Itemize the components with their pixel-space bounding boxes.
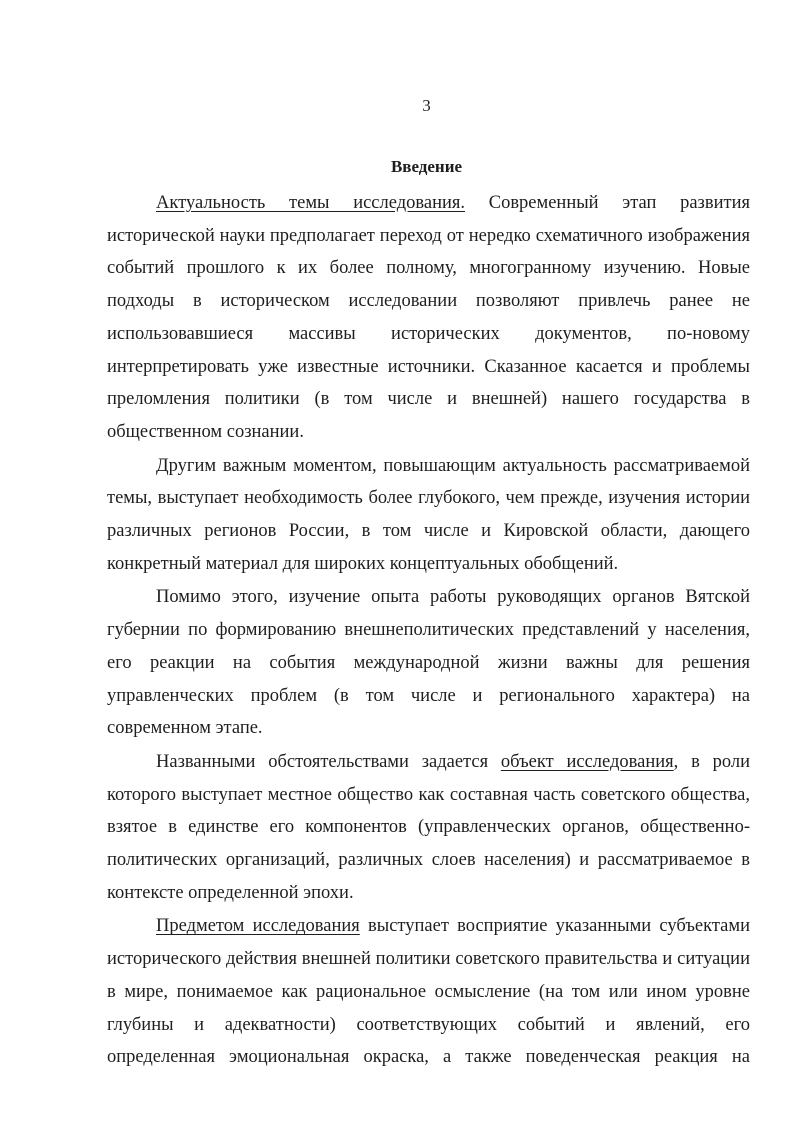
research-object-term: объект исследования [500, 751, 674, 772]
paragraph-relevance [107, 187, 750, 449]
paragraph-research-object [107, 746, 750, 910]
page-number: 3 [422, 96, 431, 115]
page-title: Введение [390, 157, 463, 176]
research-object-after: , в роли которого выступает местное общество как составная часть советского общества, взятое в единстве его компонентов (управленческих органов, общественно-политических организаций, различных слоев населения) и рассматриваемое в контексте определенной эпохи. [107, 751, 750, 903]
paragraph-regional-history: Другим важным моментом, повышающим актуальность рассматриваемой темы, выступает необходимость более глубокого, чем прежде, изучения истории различных регионов России, в том числе и Кировской области, дающего конкретный материал для широких концептуальных обобщений. [107, 455, 750, 574]
document-body [107, 187, 750, 1074]
paragraph-management-experience: Помимо этого, изучение опыта работы руководящих органов Вятской губернии по формированию внешнеполитических представлений у населения, его реакции на события международной жизни важны для решения управленческих проблем (в том числе и регионального характера) на современном этапе. [107, 587, 750, 739]
paragraph-research-subject [107, 910, 750, 1074]
relevance-text: Современный этап развития исторической науки предполагает переход от нередко схематичного изображения событий прошлого к их более полному, многогранному изучению. Новые подходы в историческом исследовании позволяют привлечь ранее не использовавшиеся массивы исторических документов, по-новому интерпретировать уже известные источники. Сказанное касается и проблемы преломления политики (в том числе и внешней) нашего государства в общественном сознании. [107, 193, 750, 442]
research-subject-heading: Предметом исследования [156, 916, 360, 937]
research-object-before: Названными обстоятельствами задается [156, 751, 501, 772]
research-subject-text: выступает восприятие указанными субъектами исторического действия внешней политики советского правительства и ситуации в мире, понимаемое как рациональное осмысление (на том или ином уровне глубины и адекватности) соответствующих событий и явлений, его определенная эмоциональная окраска, а также поведенческая реакция на [107, 916, 750, 1068]
relevance-heading: Актуальность темы исследования. [156, 193, 466, 213]
